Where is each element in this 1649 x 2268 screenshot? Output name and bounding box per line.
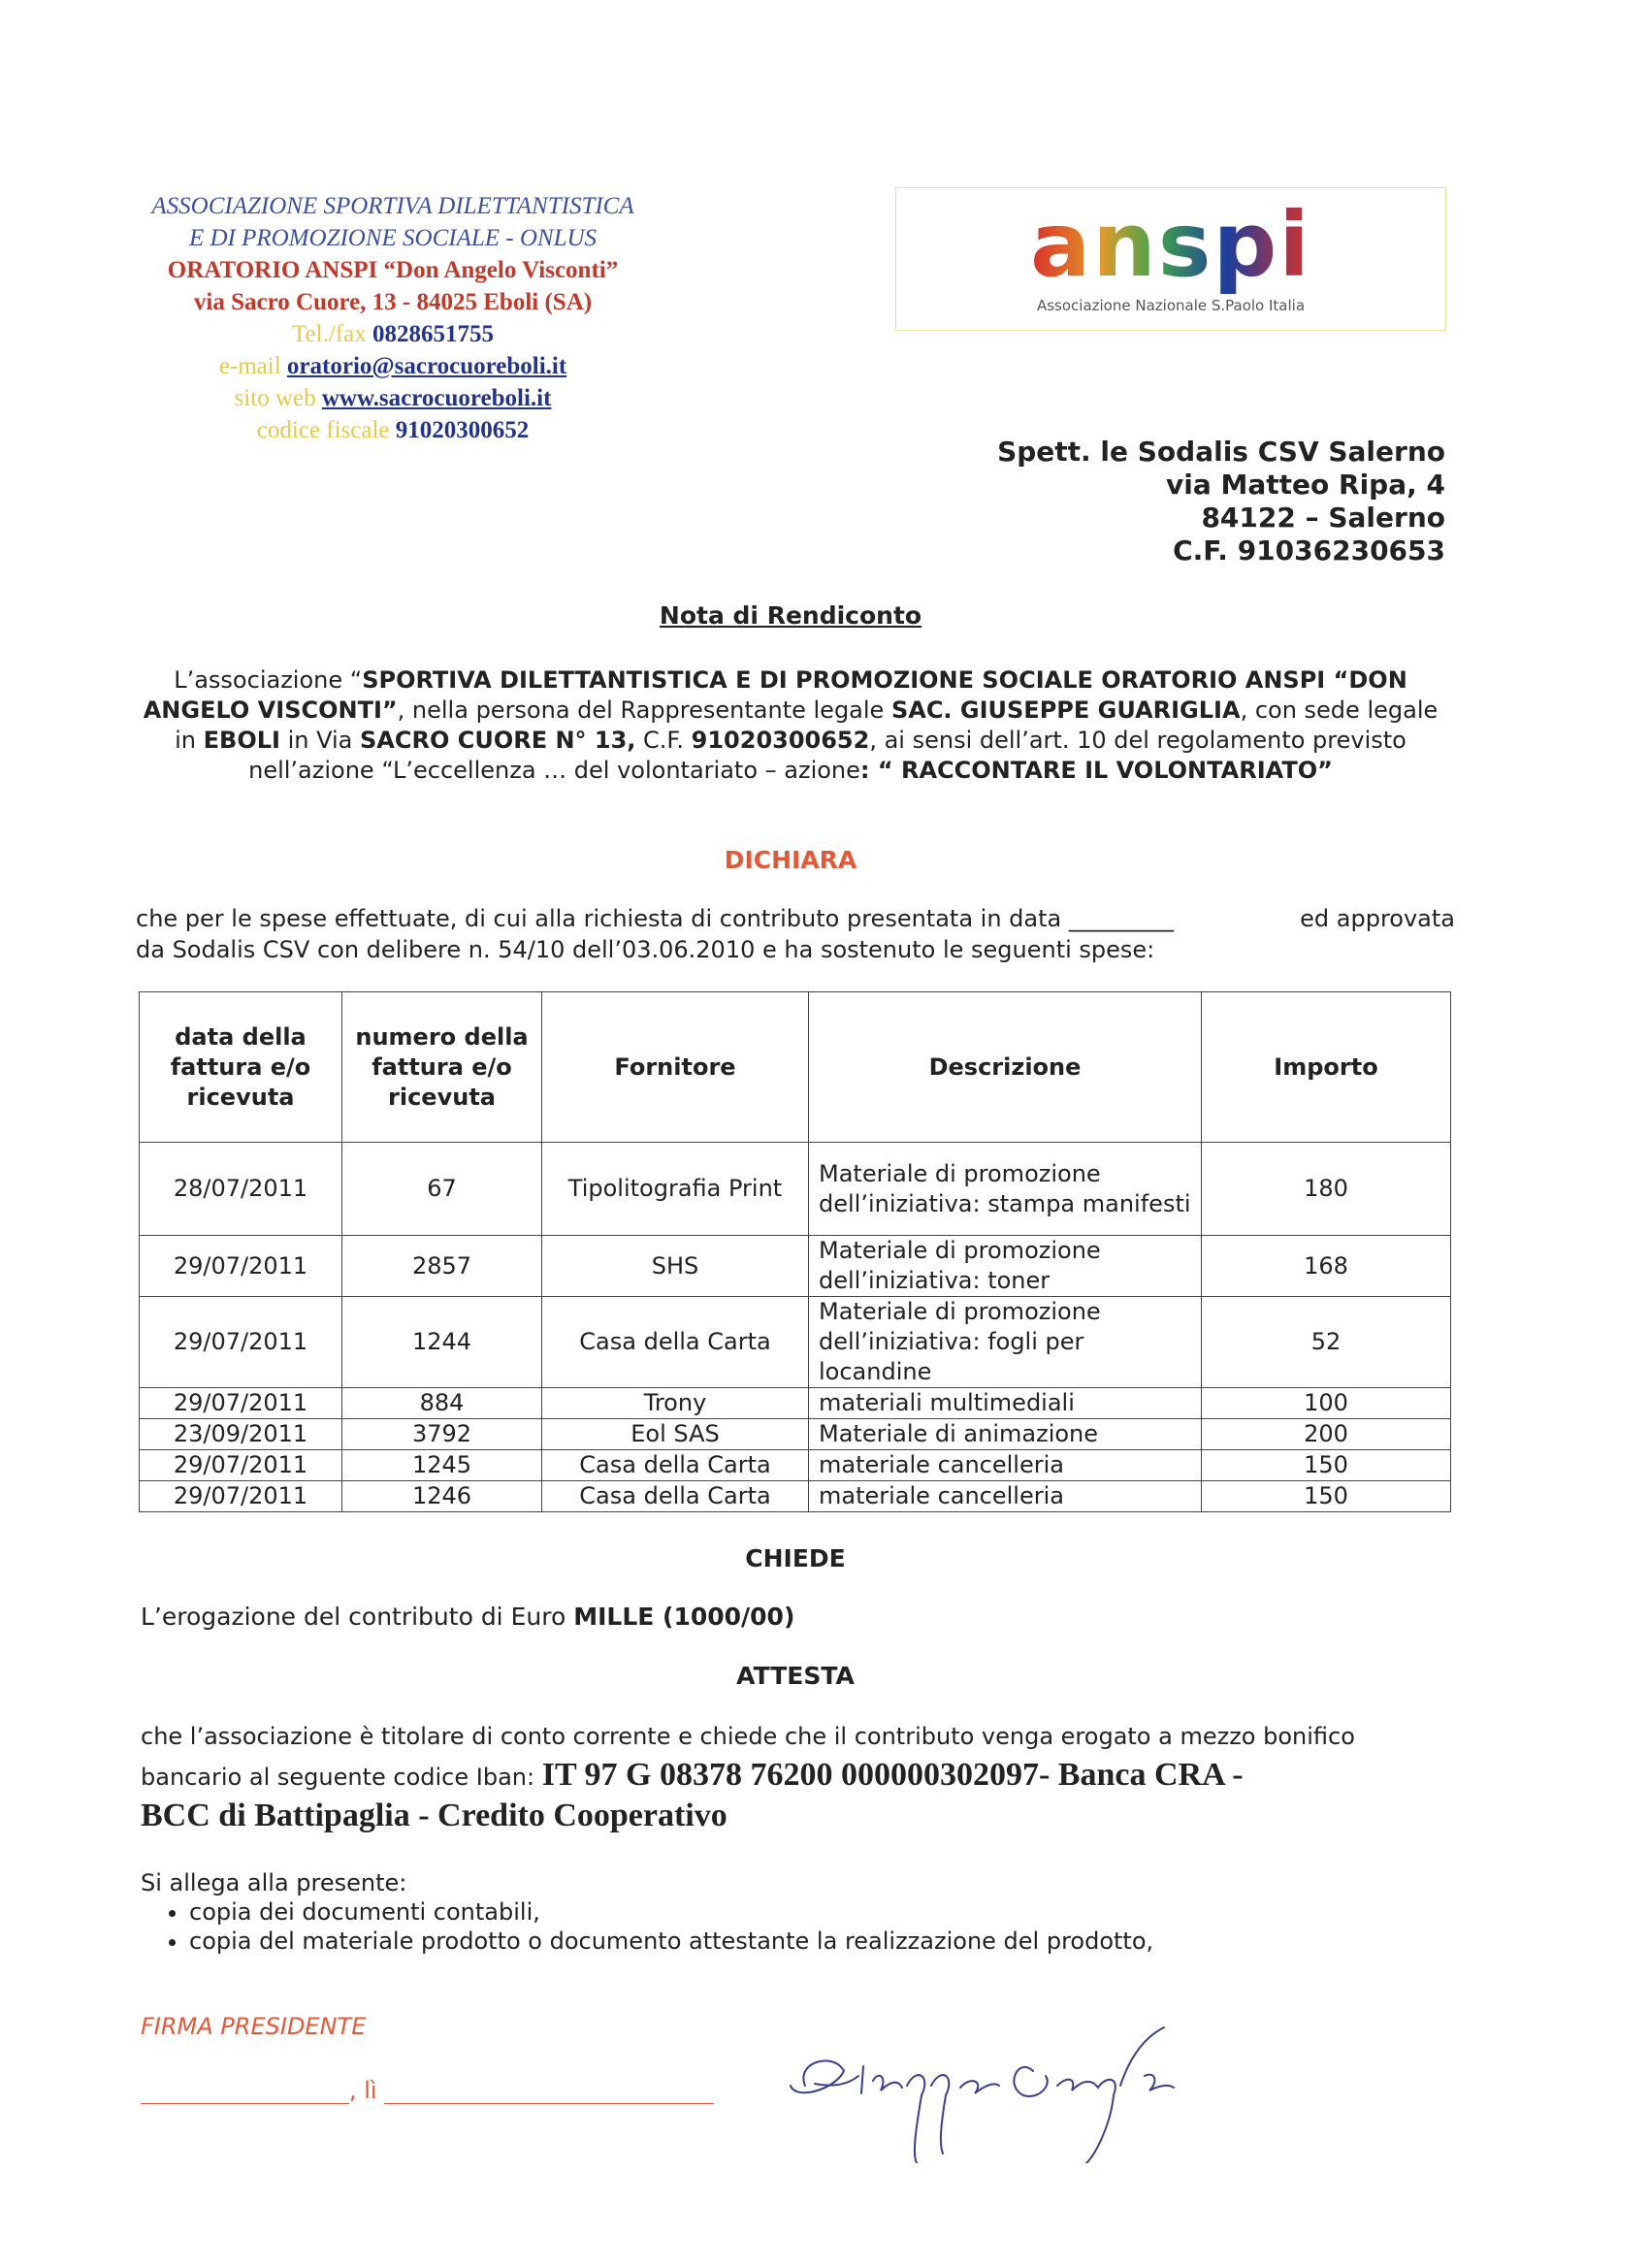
cell-supplier: Casa della Carta [542, 1297, 809, 1388]
list-item: • copia dei documenti contabili, [189, 1897, 1153, 1927]
place-date-line [141, 2076, 714, 2104]
table-row [140, 1481, 1451, 1512]
iban-text: che l’associazione è titolare di conto corrente e chiede che il contributo venga erogato a mezzo bonifico [141, 1723, 1355, 1750]
cell-date: 23/09/2011 [140, 1419, 342, 1450]
letterhead [116, 190, 669, 446]
tel-row [116, 318, 669, 350]
erogazione-text: L’erogazione del contributo di Euro [141, 1603, 574, 1631]
cell-number: 1246 [342, 1481, 542, 1512]
intro-text: , ai sensi dell’art. 10 del regolamento previsto nell’azione “L’eccellenza … del volontariato – azione [248, 727, 1406, 784]
cell-amount: 168 [1202, 1236, 1451, 1297]
spese-paragraph [136, 903, 1455, 965]
association-name-line1: ASSOCIAZIONE SPORTIVA DILETTANTISTICA [151, 193, 634, 219]
intro-text: C.F. [635, 727, 692, 754]
cell-amount: 52 [1202, 1297, 1451, 1388]
cell-amount: 150 [1202, 1481, 1451, 1512]
cell-supplier: Casa della Carta [542, 1450, 809, 1481]
recipient-block [997, 436, 1445, 567]
dichiara-heading: DICHIARA [724, 846, 857, 874]
cell-description: Materiale di animazione [809, 1419, 1202, 1450]
intro-text: in Via [279, 727, 360, 754]
spese-text: ed approvata [1300, 905, 1455, 932]
cell-date: 29/07/2011 [140, 1388, 342, 1419]
web-link[interactable]: www.sacrocuoreboli.it [321, 385, 552, 411]
intro-text: , con sede legale in [175, 697, 1439, 754]
place-date-separator: , lì [349, 2077, 377, 2104]
intro-text: , nella persona del Rappresentante legale [397, 697, 891, 724]
association-full-name: SPORTIVA DILETTANTISTICA E DI PROMOZIONE SOCIALE ORATORIO ANSPI “DON ANGELO VISCONTI” [143, 666, 1407, 724]
recipient-street: via Matteo Ripa, 4 [1166, 469, 1445, 501]
spese-line2: da Sodalis CSV con delibere n. 54/10 dell’03.06.2010 e ha sostenuto le seguenti spese: [136, 936, 1155, 963]
cell-amount: 180 [1202, 1143, 1451, 1236]
cell-description: materiale cancelleria [809, 1481, 1202, 1512]
document-title: Nota di Rendiconto [659, 601, 922, 630]
intro-text: L’associazione “ [174, 666, 363, 694]
col-header-supplier: Fornitore [542, 992, 809, 1143]
table-row [140, 1297, 1451, 1388]
cell-number: 1245 [342, 1450, 542, 1481]
list-item: • copia del materiale prodotto o documento attestante la realizzazione del prodotto, [189, 1927, 1153, 1956]
iban-line [141, 1756, 1440, 1797]
cell-amount: 150 [1202, 1450, 1451, 1481]
table-header-row [140, 992, 1451, 1143]
spese-line1 [136, 903, 1455, 934]
cell-description: Materiale di promozione dell’iniziativa: fogli per locandine [809, 1297, 1202, 1388]
attesta-heading: ATTESTA [736, 1662, 855, 1690]
date-blank [384, 2076, 714, 2104]
anspi-logo-text: anspi [1030, 200, 1311, 297]
place-blank [141, 2076, 349, 2104]
date-blank: _________ [1068, 905, 1174, 932]
cell-description: materiali multimediali [809, 1388, 1202, 1419]
cell-supplier: Tipolitografia Print [542, 1143, 809, 1236]
iban-paragraph [141, 1717, 1440, 1835]
cf-row [116, 414, 669, 446]
cf-label: codice fiscale [256, 417, 390, 443]
tel-value: 0828651755 [372, 321, 494, 347]
city: EBOLI [203, 727, 280, 754]
signature-label: FIRMA PRESIDENTE [141, 2013, 367, 2040]
cell-date: 29/07/2011 [140, 1450, 342, 1481]
table-row [140, 1388, 1451, 1419]
cell-date: 29/07/2011 [140, 1481, 342, 1512]
street: SACRO CUORE N° 13, [360, 727, 636, 754]
anspi-logo-subtitle: Associazione Nazionale S.Paolo Italia [1036, 297, 1306, 314]
spese-text: che per le spese effettuate, di cui alla richiesta di contributo presentata in data [136, 905, 1062, 932]
erogazione-amount: MILLE (1000/00) [573, 1603, 795, 1631]
col-header-date: data della fattura e/o ricevuta [140, 992, 342, 1143]
cell-description: Materiale di promozione dell’iniziativa: stampa manifesti [809, 1143, 1202, 1236]
cell-amount: 100 [1202, 1388, 1451, 1419]
attachments-list [141, 1897, 1153, 1956]
email-row [116, 350, 669, 382]
table-row [140, 1419, 1451, 1450]
cell-supplier: SHS [542, 1236, 809, 1297]
email-label: e-mail [218, 353, 281, 379]
anspi-logo [895, 187, 1446, 331]
cf-value: 91020300652 [395, 417, 530, 443]
association-name-line2: E DI PROMOZIONE SOCIALE - ONLUS [188, 225, 598, 251]
attachments-intro: Si allega alla presente: [141, 1869, 407, 1896]
recipient-cf: C.F. 91036230653 [1173, 535, 1445, 567]
address: via Sacro Cuore, 13 - 84025 Eboli (SA) [193, 289, 593, 315]
cell-supplier: Trony [542, 1388, 809, 1419]
cell-date: 28/07/2011 [140, 1143, 342, 1236]
email-link[interactable]: oratorio@sacrocuoreboli.it [286, 353, 567, 379]
cell-description: Materiale di promozione dell’iniziativa: toner [809, 1236, 1202, 1297]
cell-supplier: Casa della Carta [542, 1481, 809, 1512]
cell-number: 2857 [342, 1236, 542, 1297]
fiscal-code: 91020300652 [691, 727, 870, 754]
col-header-number: numero della fattura e/o ricevuta [342, 992, 542, 1143]
cell-supplier: Eol SAS [542, 1419, 809, 1450]
web-label: sito web [234, 385, 316, 411]
cell-date: 29/07/2011 [140, 1297, 342, 1388]
cell-description: materiale cancelleria [809, 1450, 1202, 1481]
col-header-description: Descrizione [809, 992, 1202, 1143]
president-signature [776, 2018, 1222, 2163]
erogazione-paragraph [141, 1603, 794, 1631]
action-name: : “ RACCONTARE IL VOLONTARIATO” [859, 757, 1333, 784]
table-row [140, 1236, 1451, 1297]
recipient-name: Spett. le Sodalis CSV Salerno [997, 436, 1445, 468]
anspi-logo-graphic [896, 200, 1445, 297]
cell-date: 29/07/2011 [140, 1236, 342, 1297]
col-header-amount: Importo [1202, 992, 1451, 1143]
cell-number: 884 [342, 1388, 542, 1419]
bank-name: BCC di Battipaglia - Credito Cooperativo [141, 1798, 728, 1833]
cell-number: 67 [342, 1143, 542, 1236]
cell-number: 1244 [342, 1297, 542, 1388]
legal-representative: SAC. GIUSEPPE GUARIGLIA [890, 697, 1241, 724]
cell-number: 3792 [342, 1419, 542, 1450]
cell-amount: 200 [1202, 1419, 1451, 1450]
iban-code: IT 97 G 08378 76200 000000302097- Banca CRA - [541, 1757, 1244, 1793]
recipient-city: 84122 – Salerno [1201, 502, 1445, 534]
attachments-section [141, 1868, 1153, 1956]
oratory-name: ORATORIO ANSPI “Don Angelo Visconti” [167, 257, 619, 283]
iban-text: bancario al seguente codice Iban: [141, 1764, 542, 1791]
intro-paragraph [136, 665, 1445, 786]
web-row [116, 382, 669, 414]
table-row [140, 1450, 1451, 1481]
chiede-heading: CHIEDE [745, 1544, 846, 1572]
table-row [140, 1143, 1451, 1236]
tel-label: Tel./fax [292, 321, 367, 347]
expense-table [139, 991, 1451, 1512]
